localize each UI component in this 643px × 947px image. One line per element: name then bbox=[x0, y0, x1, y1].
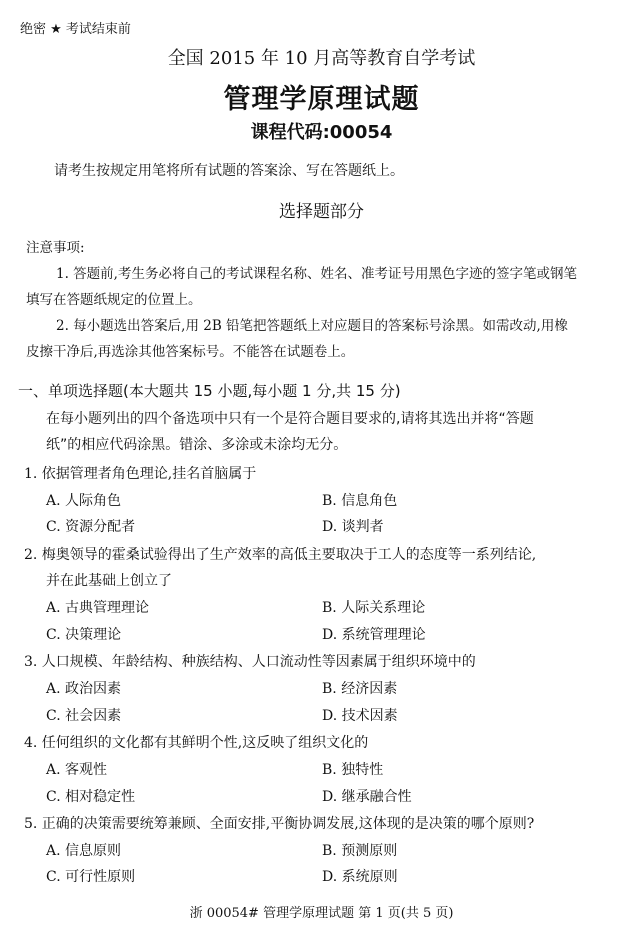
part-description: 纸”的相应代码涂黑。错涂、多涂或未涂均无分。 bbox=[46, 437, 348, 453]
page-title: 管理学原理试题 bbox=[223, 84, 420, 115]
option-c: C. 社会因素 bbox=[46, 708, 122, 724]
option-b: B. 预测原则 bbox=[322, 843, 398, 859]
question-text: 3. 人口规模、年龄结构、种族结构、人口流动性等因素属于组织环境中的 bbox=[24, 654, 476, 670]
note-line: 填写在答题纸规定的位置上。 bbox=[26, 292, 202, 308]
option-c: C. 决策理论 bbox=[46, 627, 122, 643]
option-d: D. 谈判者 bbox=[322, 519, 384, 535]
option-d: D. 系统管理理论 bbox=[322, 627, 426, 643]
option-d: D. 系统原则 bbox=[322, 869, 398, 885]
option-a: A. 人际角色 bbox=[46, 493, 122, 509]
option-b: B. 独特性 bbox=[322, 762, 384, 778]
course-code: 课程代码:00054 bbox=[250, 122, 393, 143]
page-footer: 浙 00054# 管理学原理试题 第 1 页(共 5 页) bbox=[189, 906, 454, 921]
option-a: A. 政治因素 bbox=[46, 681, 122, 697]
exam-session-line: 全国 2015 年 10 月高等教育自学考试 bbox=[167, 48, 476, 69]
note-line: 2. 每小题选出答案后,用 2B 铅笔把答题纸上对应题目的答案标号涂黑。如需改动,用橡 bbox=[56, 318, 568, 334]
option-a: A. 信息原则 bbox=[46, 843, 122, 859]
section-heading: 选择题部分 bbox=[279, 202, 364, 222]
note-line: 1. 答题前,考生务必将自己的考试课程名称、姓名、准考证号用黑色字迹的签字笔或钢笔 bbox=[56, 266, 577, 282]
part-description: 在每小题列出的四个备选项中只有一个是符合题目要求的,请将其选出并将“答题 bbox=[46, 411, 534, 427]
part-heading: 一、单项选择题(本大题共 15 小题,每小题 1 分,共 15 分) bbox=[18, 382, 401, 400]
question-text: 1. 依据管理者角色理论,挂名首脑属于 bbox=[24, 466, 257, 482]
question-text: 4. 任何组织的文化都有其鲜明个性,这反映了组织文化的 bbox=[24, 735, 369, 751]
option-d: D. 继承融合性 bbox=[322, 789, 412, 805]
note-line: 皮擦干净后,再选涂其他答案标号。不能答在试题卷上。 bbox=[26, 344, 355, 360]
option-a: A. 古典管理理论 bbox=[46, 600, 150, 616]
question-text: 2. 梅奥领导的霍桑试验得出了生产效率的高低主要取决于工人的态度等一系列结论, bbox=[24, 547, 537, 563]
option-d: D. 技术因素 bbox=[322, 708, 398, 724]
confidential-label: 绝密 ★ 考试结束前 bbox=[20, 22, 131, 37]
option-a: A. 客观性 bbox=[46, 762, 108, 778]
question-text: 并在此基础上创立了 bbox=[46, 573, 172, 589]
option-b: B. 信息角色 bbox=[322, 493, 398, 509]
option-c: C. 相对稳定性 bbox=[46, 789, 136, 805]
notes-heading: 注意事项: bbox=[26, 240, 85, 256]
question-text: 5. 正确的决策需要统筹兼顾、全面安排,平衡协调发展,这体现的是决策的哪个原则? bbox=[24, 816, 535, 832]
option-b: B. 人际关系理论 bbox=[322, 600, 426, 616]
general-instruction: 请考生按规定用笔将所有试题的答案涂、写在答题纸上。 bbox=[54, 163, 404, 179]
option-c: C. 资源分配者 bbox=[46, 519, 136, 535]
option-b: B. 经济因素 bbox=[322, 681, 398, 697]
option-c: C. 可行性原则 bbox=[46, 869, 136, 885]
